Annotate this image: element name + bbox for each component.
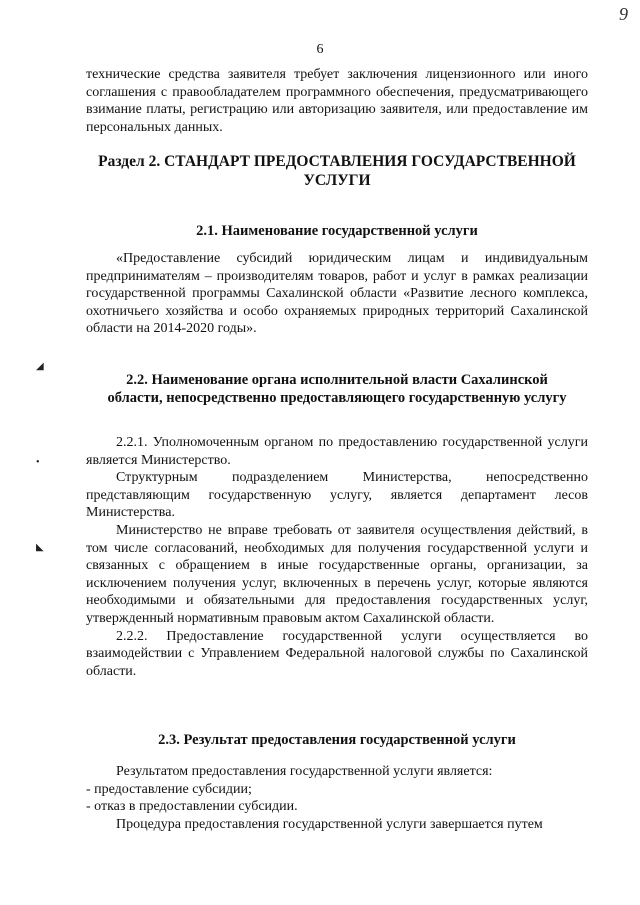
section-2-heading-block <box>86 152 588 190</box>
section-2-2-title: 2.2. Наименование органа исполнительной власти Сахалинской области, непосредственно предоставляющего государственную услугу <box>107 372 567 406</box>
section-2-2-restriction-paragraph: Министерство не вправе требовать от заявителя осуществления действий, в том числе согласований, необходимых для получения государственной услуги и связанных с обращением в иные государственные органы, организации, за исключением получения услуг, включенных в перечень услуг, которые являются необходимыми и обязательными для предоставления государственных услуг, утвержденный нормативным правовым актом Сахалинской области. <box>86 522 588 626</box>
section-2-2-1-paragraph: 2.2.1. Уполномоченным органом по предоставлению государственной услуги является Министерство. <box>86 435 588 468</box>
section-2-3-body <box>86 763 588 833</box>
page-number: 6 <box>316 42 324 57</box>
section-2-3-heading-block <box>86 731 588 749</box>
section-2-2-structural-paragraph: Структурным подразделением Министерства, непосредственно представляющим государственную услугу, является департамент лесов Министерства. <box>86 470 588 521</box>
section-2-1-body <box>86 250 588 338</box>
section-2-2-body <box>86 434 588 680</box>
section-2-2-2-paragraph: 2.2.2. Предоставление государственной услуги осуществляется во взаимодействии с Управлением Федеральной налоговой службы по Сахалинской области. <box>86 628 588 679</box>
margin-mark: • <box>36 457 40 468</box>
margin-mark: ◣ <box>36 542 44 553</box>
handwritten-page-mark: 9 <box>619 4 628 24</box>
section-2-1-title: 2.1. Наименование государственной услуги <box>196 223 478 239</box>
section-2-2-heading-block <box>100 371 574 407</box>
margin-mark: ◢ <box>36 361 44 372</box>
section-2-1 <box>86 222 588 240</box>
section-2-title: Раздел 2. СТАНДАРТ ПРЕДОСТАВЛЕНИЯ ГОСУДАРСТВЕННОЙ УСЛУГИ <box>98 153 576 189</box>
section-2-3-procedure-paragraph: Процедура предоставления государственной услуги завершается путем <box>116 816 543 832</box>
section-2-1-paragraph: «Предоставление субсидий юридическим лицам и индивидуальным предпринимателям – производителям товаров, работ и услуг в рамках реализации государственной программы Сахалинской области «Развитие лесного комплекса, охотничьего хозяйства и особо охраняемых природных территорий Сахалинской области на 2014-2020 годы». <box>86 251 588 337</box>
section-2-3-result-paragraph: Результатом предоставления государственной услуги является: <box>116 764 493 779</box>
list-item: - отказ в предоставлении субсидии. <box>86 799 298 815</box>
intro-paragraph: технические средства заявителя требует заключения лицензионного или иного соглашения с правообладателем программного обеспечения, предусматривающего взимание платы, регистрацию или авторизацию заявителя, или предоставление им персональных данных. <box>86 67 588 135</box>
intro-block <box>86 66 588 136</box>
list-item: - предоставление субсидии; <box>86 781 252 797</box>
section-2-3-title: 2.3. Результат предоставления государственной услуги <box>158 732 516 748</box>
